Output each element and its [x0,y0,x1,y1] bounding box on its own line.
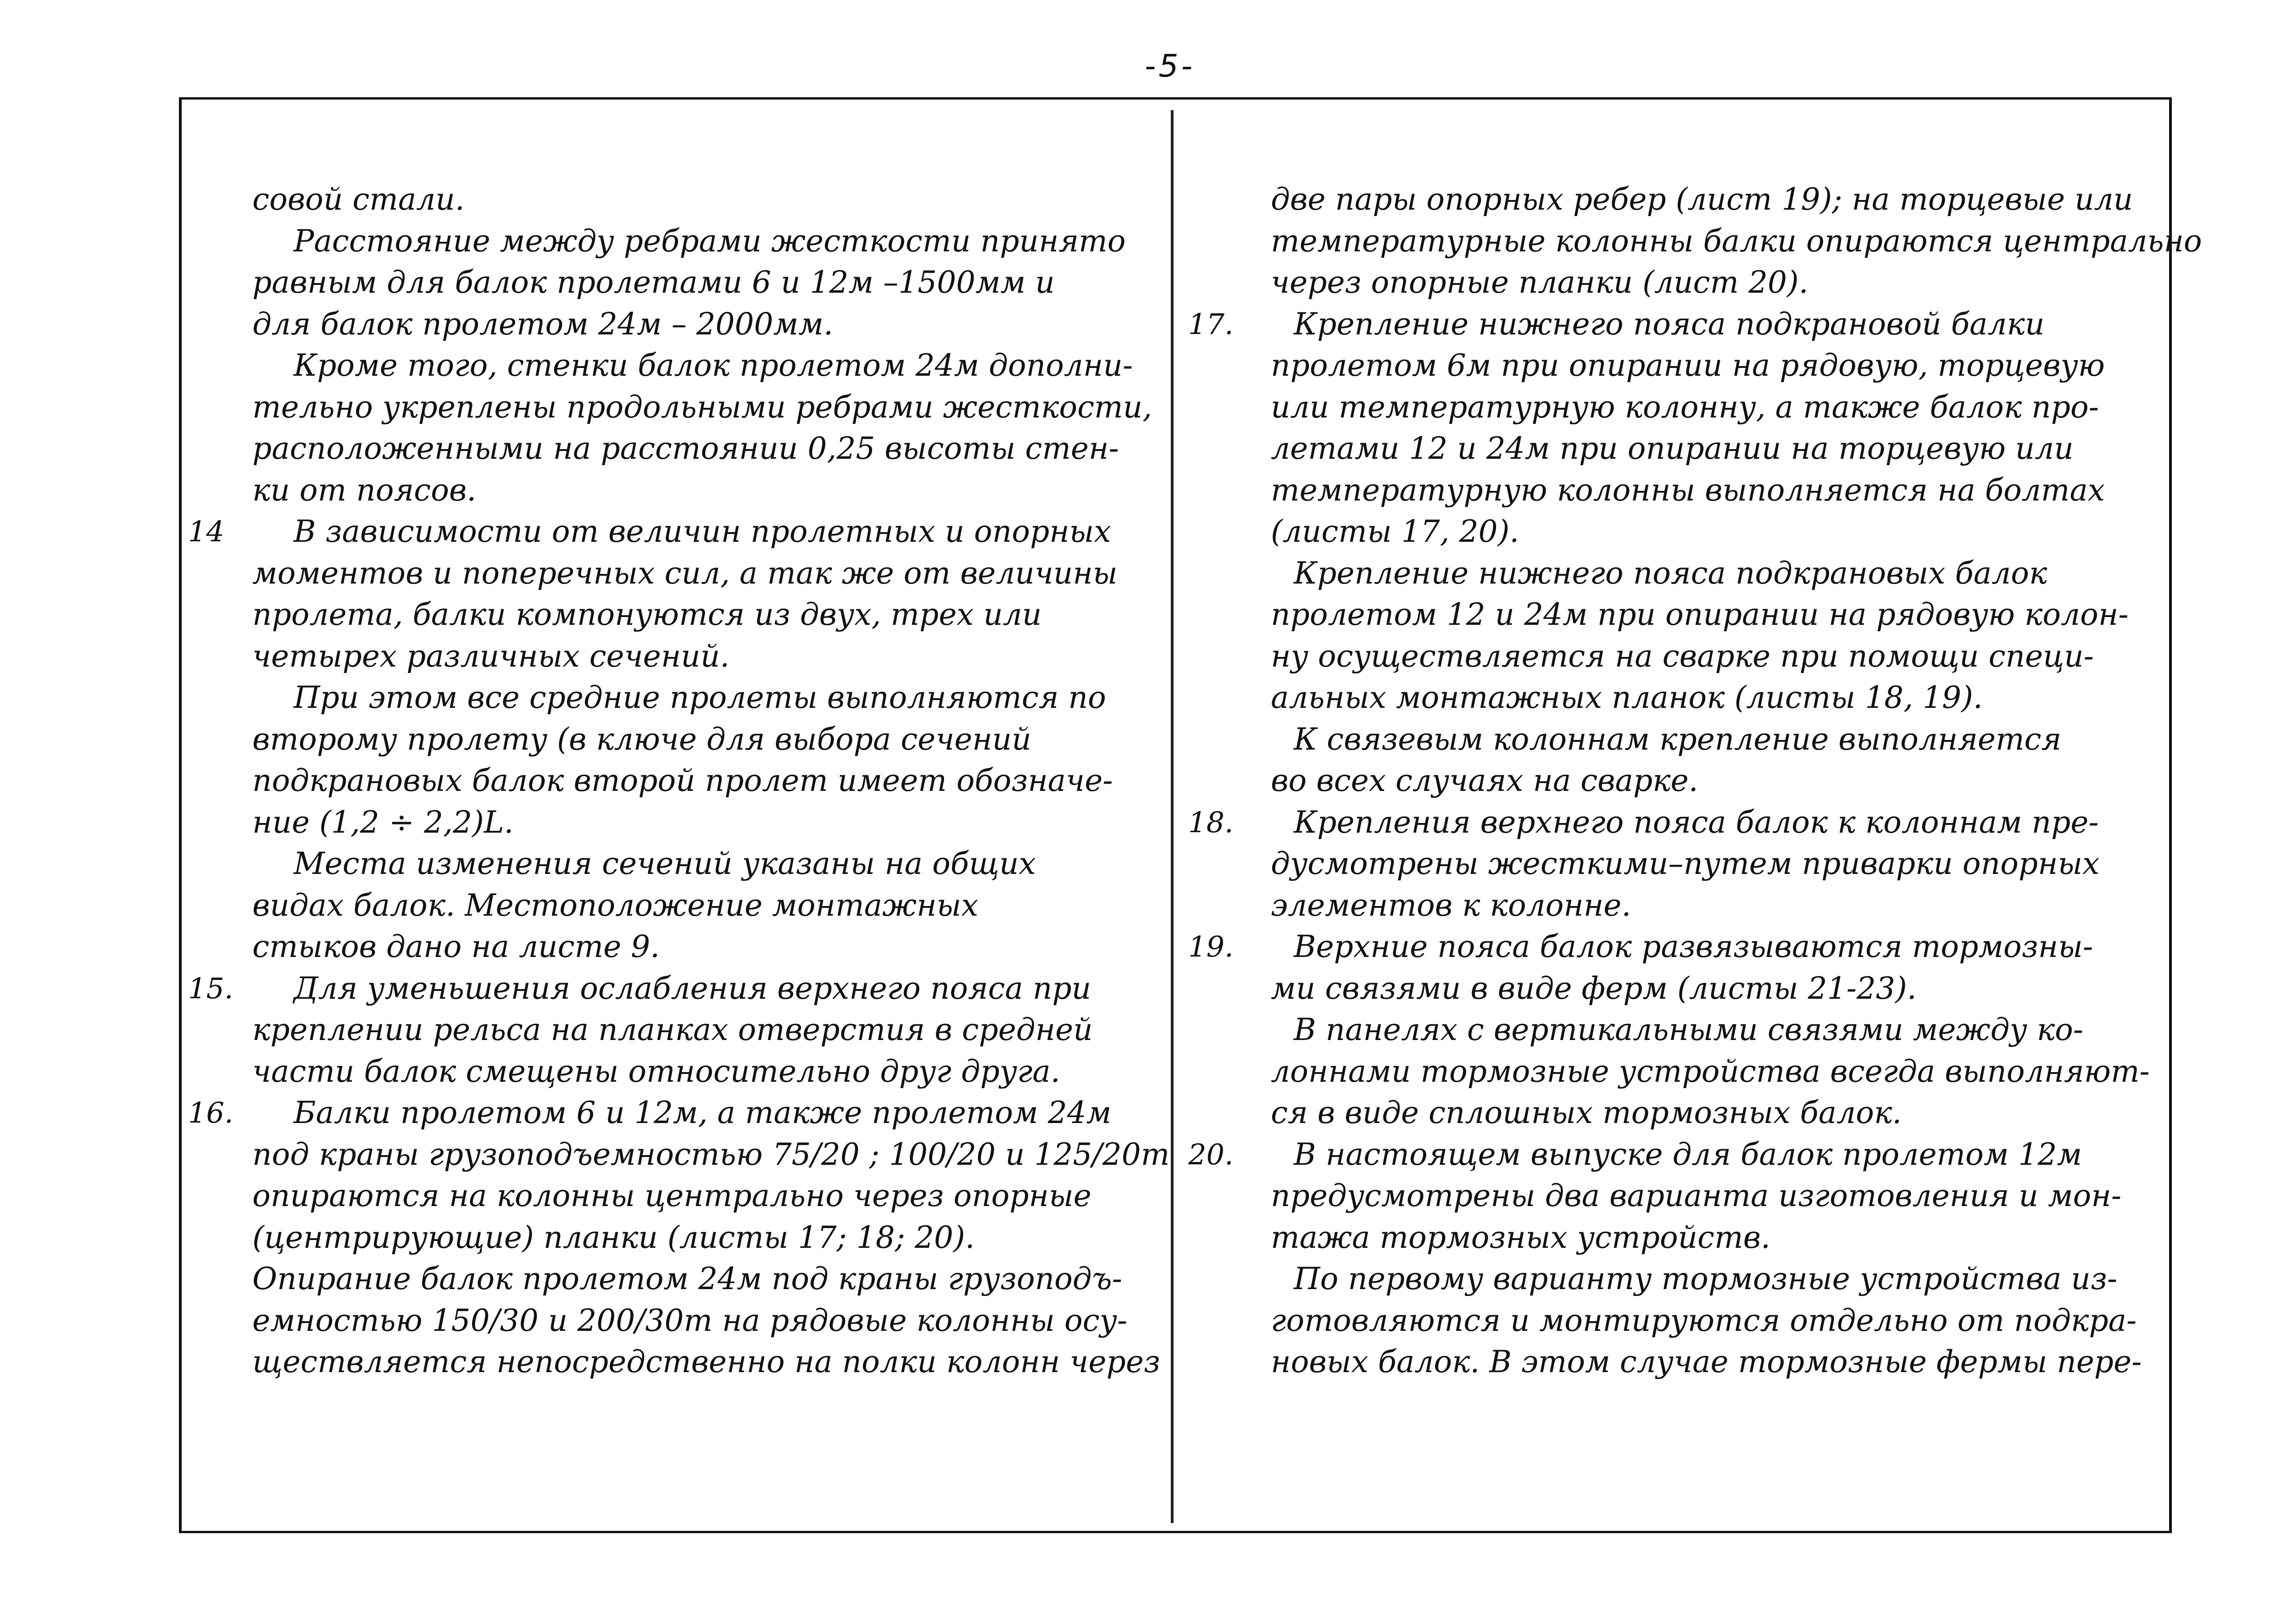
text-line [188,387,1152,428]
line-text: ние (1,2 ÷ 2,2)L. [252,804,514,840]
line-text: температурную колонны выполняется на болтах [1271,472,2105,508]
line-text: лоннами тормозные устройства всегда выполняют- [1271,1053,2150,1089]
line-text: (листы 17, 20). [1271,514,1519,549]
text-line [188,262,1140,304]
text-line [1188,262,2163,304]
line-text: Для уменьшения ослабления верхнего пояса при [294,970,1091,1006]
text-line [188,1341,1160,1383]
left-text-column [188,179,1170,1383]
text-line [1188,719,2163,761]
line-text: четырех различных сечений. [252,638,730,674]
text-line [1188,843,2163,885]
line-text: для балок пролетом 24м – 2000мм. [252,306,833,342]
text-line [1188,470,2163,512]
line-text: температурные колонны балки опираются центрально [1271,223,2202,259]
text-line [1188,553,2163,595]
line-text: пролетом 6м при опирании на рядовую, торцевую [1271,348,2105,383]
text-line [188,594,1140,636]
line-text: готовляются и монтируются отдельно от подкра- [1271,1302,2137,1338]
item-number: 19. [1188,930,1234,963]
line-text: Крепление нижнего пояса подкрановой балки [1294,306,2045,342]
line-text: ну осуществляется на сварке при помощи специ- [1271,638,2094,674]
line-text: Балки пролетом 6 и 12м, а также пролетом 24м [294,1095,1112,1130]
text-line [1188,1009,2163,1051]
line-text: во всех случаях на сварке. [1271,763,1698,798]
line-text: ки от поясов. [252,472,477,508]
text-line [188,345,1140,387]
line-text: предусмотрены два варианта изготовления и мон- [1271,1178,2122,1213]
line-text: части балок смещены относительно друг друга. [252,1053,1060,1089]
text-line [1188,1341,2163,1383]
line-text: При этом все средние пролеты выполняются по [294,680,1106,715]
line-text: совой стали. [252,182,465,217]
item-number: 18. [1188,805,1234,839]
text-line [188,1009,1140,1051]
line-text: Верхние пояса балок развязываются тормозны- [1294,929,2093,964]
line-text: Кроме того, стенки балок пролетом 24м дополни- [294,348,1133,383]
line-text: В зависимости от величин пролетных и опорных [294,514,1111,549]
text-line [188,1092,1140,1134]
line-text: видах балок. Местоположение монтажных [252,887,979,923]
text-line [188,719,1140,761]
line-text: Крепления верхнего пояса балок к колоннам пре- [1294,804,2099,840]
line-text: моментов и поперечных сил, а так же от величины [252,555,1118,591]
text-line [188,885,1140,927]
line-text: пролетом 12 и 24м при опирании на рядовую колон- [1271,597,2129,632]
line-text: элементов к колонне. [1271,887,1631,923]
text-line [1188,1300,2163,1342]
item-number: 15. [188,971,234,1005]
text-line [188,179,1140,221]
text-line [188,760,1140,802]
line-text: летами 12 и 24м при опирании на торцевую или [1271,431,2074,466]
line-text: Расстояние между ребрами жесткости принято [294,223,1126,259]
line-text: расположенными на расстоянии 0,25 высоты стен- [252,431,1119,466]
text-line [1188,594,2163,636]
text-line [188,221,1140,262]
text-line [188,1175,1140,1217]
text-line [1188,387,2163,428]
text-line [188,677,1140,719]
line-text: тажа тормозных устройств. [1271,1219,1770,1255]
text-line [1188,802,2163,844]
text-line [1188,221,2202,262]
line-text: подкрановых балок второй пролет имеет обозначе- [252,763,1113,798]
line-text: Места изменения сечений указаны на общих [294,846,1036,881]
line-text: под краны грузоподъемностью 75/20 ; 100/20 и 125/20т [252,1136,1170,1172]
line-text: альных монтажных планок (листы 18, 19). [1271,680,1983,715]
text-line [188,1217,1140,1259]
text-line [1188,677,2163,719]
line-text: две пары опорных ребер (лист 19); на торцевые или [1271,182,2133,217]
line-text: или температурную колонну, а также балок про- [1271,389,2099,425]
text-line [188,553,1140,595]
line-text: второму пролету (в ключе для выбора сечений [252,721,1031,757]
text-line [188,636,1140,678]
line-text: новых балок. В этом случае тормозные фермы пере- [1271,1344,2142,1379]
text-line [188,470,1140,512]
line-text: В панелях с вертикальными связями между ко- [1294,1012,2084,1047]
line-text: По первому варианту тормозные устройства из- [1294,1261,2118,1296]
line-text: тельно укреплены продольными ребрами жесткости, [252,389,1152,425]
text-line [1188,345,2163,387]
text-line [1188,636,2163,678]
text-line [1188,1175,2163,1217]
column-divider [1171,110,1174,1523]
line-text: ществляется непосредственно на полки колонн через [252,1344,1160,1379]
line-text: ся в виде сплошных тормозных балок. [1271,1095,1902,1130]
text-line [1188,1051,2163,1093]
text-line [1188,760,2163,802]
text-line [1188,1217,2163,1259]
line-text: пролета, балки компонуются из двух, трех или [252,597,1042,632]
text-line [1188,926,2163,968]
text-line [188,843,1140,885]
text-line [1188,1092,2163,1134]
text-line [188,428,1140,470]
text-line [1188,428,2163,470]
item-number: 17. [1188,307,1234,341]
line-text: емностью 150/30 и 200/30т на рядовые колонны осу- [252,1302,1128,1338]
text-line [1188,968,2163,1010]
right-text-column [1188,179,2202,1383]
page-number: -5- [1144,48,1196,84]
text-line [1188,885,2163,927]
text-line [188,968,1140,1010]
text-line [188,511,1140,553]
item-number: 20. [1188,1137,1234,1171]
text-line [1188,304,2163,345]
text-line [1188,1258,2163,1300]
text-line [1188,1134,2163,1176]
text-line [188,1258,1140,1300]
line-text: (центрирующие) планки (листы 17; 18; 20). [252,1219,975,1255]
item-number: 16. [188,1096,234,1129]
item-number: 14 [188,515,224,548]
text-line [188,1051,1140,1093]
line-text: дусмотрены жесткими–путем приварки опорных [1271,846,2100,881]
line-text: ми связями в виде ферм (листы 21-23). [1271,970,1917,1006]
text-line [188,1134,1170,1176]
line-text: Опирание балок пролетом 24м под краны грузоподъ- [252,1261,1123,1296]
line-text: опираются на колонны центрально через опорные [252,1178,1091,1213]
line-text: через опорные планки (лист 20). [1271,265,1808,300]
line-text: креплении рельса на планках отверстия в средней [252,1012,1093,1047]
line-text: К связевым колоннам крепление выполняется [1294,721,2062,757]
text-line [1188,179,2163,221]
text-line [188,304,1140,345]
text-line [188,926,1140,968]
line-text: Крепление нижнего пояса подкрановых балок [1294,555,2048,591]
text-line [1188,511,2163,553]
line-text: В настоящем выпуске для балок пролетом 12м [1294,1136,2082,1172]
text-line [188,802,1140,844]
text-line [188,1300,1140,1342]
line-text: равным для балок пролетами 6 и 12м –1500мм и [252,265,1055,300]
line-text: стыков дано на листе 9. [252,929,660,964]
